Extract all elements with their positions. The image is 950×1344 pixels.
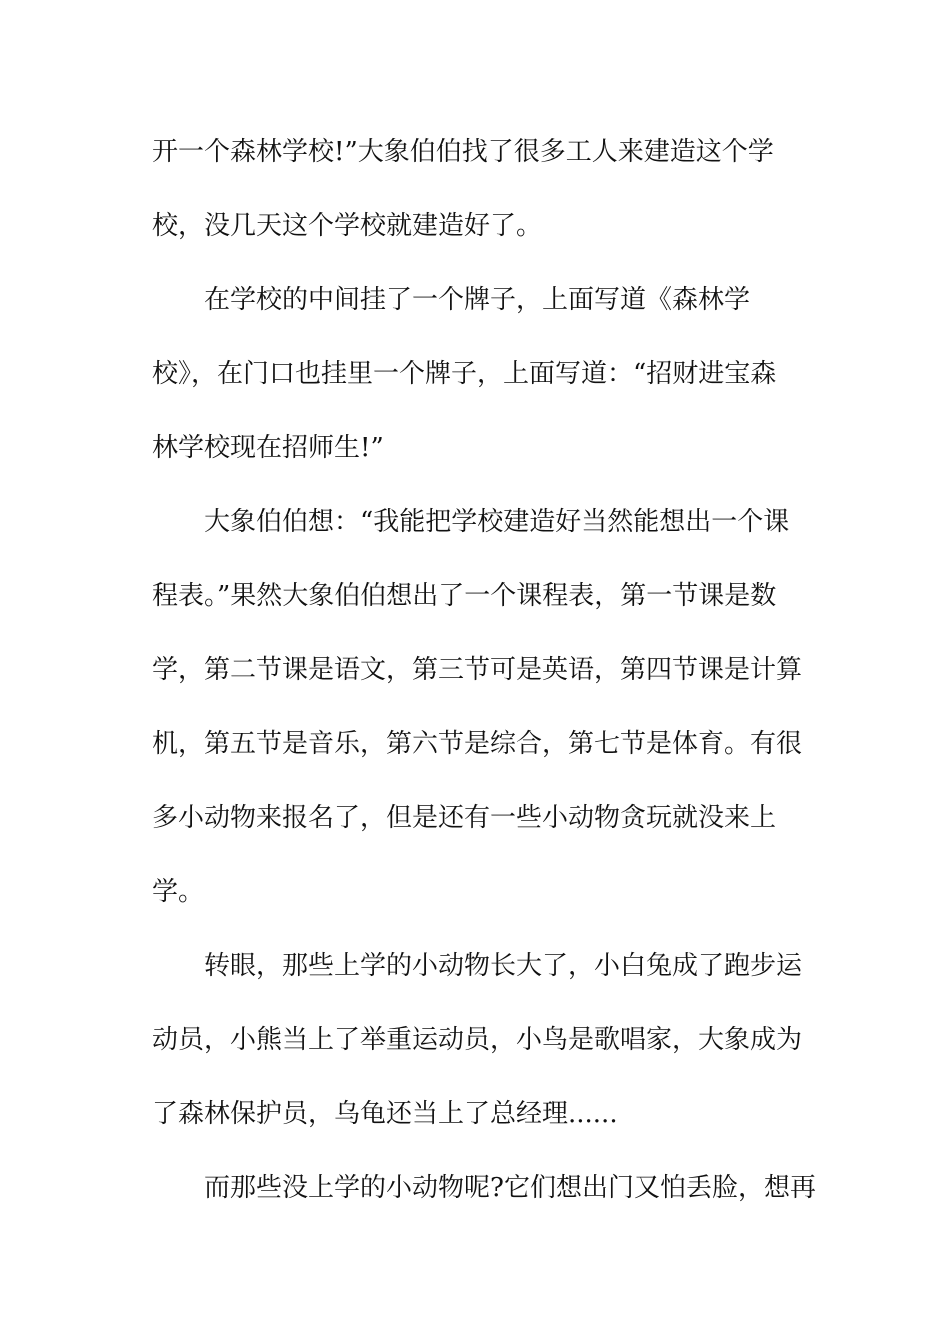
paragraph-start-line: 在学校的中间挂了一个牌子，上面写道《森林学 (204, 285, 751, 315)
text-line: 动员，小熊当上了举重运动员，小鸟是歌唱家，大象成为 (152, 1025, 803, 1055)
text-line: 学，第二节课是语文，第三节可是英语，第四节课是计算 (152, 655, 803, 685)
text-line: 开一个森林学校!”大象伯伯找了很多工人来建造这个学 (152, 137, 774, 167)
text-line: 程表。”果然大象伯伯想出了一个课程表，第一节课是数 (152, 581, 777, 611)
text-line: 多小动物来报名了，但是还有一些小动物贪玩就没来上 (152, 803, 777, 833)
text-line: 校，没几天这个学校就建造好了。 (152, 211, 543, 241)
text-line: 学。 (152, 877, 205, 907)
paragraph-start-line: 转眼，那些上学的小动物长大了，小白兔成了跑步运 (204, 951, 803, 981)
paragraph-start-line: 而那些没上学的小动物呢?它们想出门又怕丢脸，想再 (204, 1173, 816, 1203)
paragraph-start-line: 大象伯伯想：“我能把学校建造好当然能想出一个课 (204, 507, 790, 537)
text-line: 校》，在门口也挂里一个牌子，上面写道：“招财进宝森 (152, 359, 777, 389)
text-line: 了森林保护员，乌龟还当上了总经理...... (152, 1099, 618, 1129)
text-line: 机，第五节是音乐，第六节是综合，第七节是体育。有很 (152, 729, 803, 759)
text-line: 林学校现在招师生!” (152, 433, 384, 463)
